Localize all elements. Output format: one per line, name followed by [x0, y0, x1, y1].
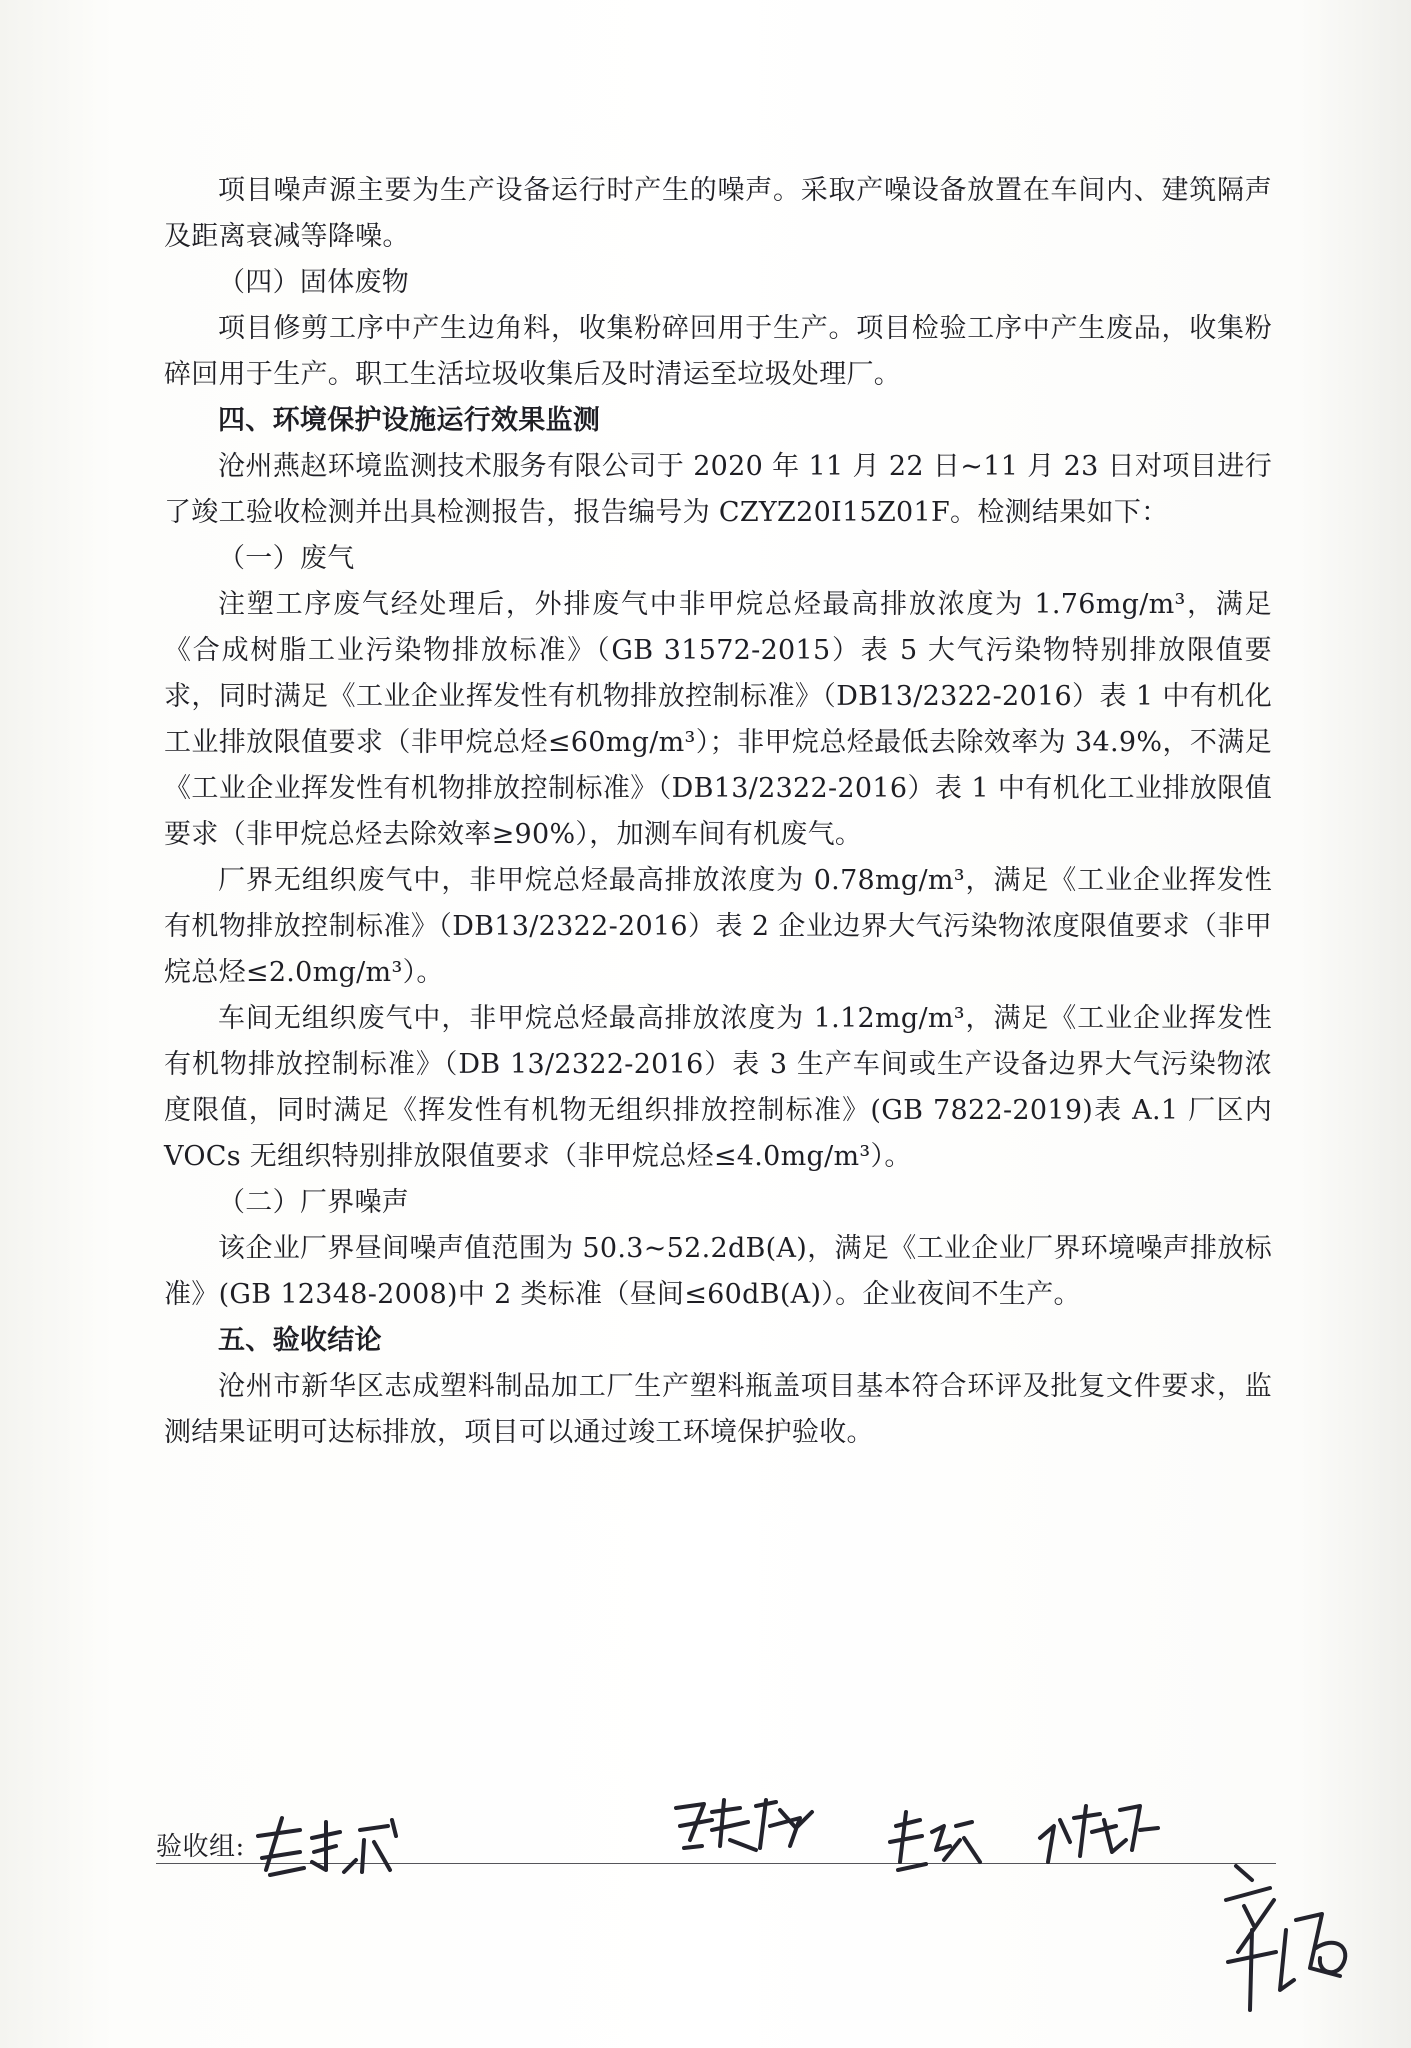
heading-exhaust-gas: （一）废气	[218, 543, 355, 574]
paragraph-solid-waste: 项目修剪工序中产生边角料，收集粉碎回用于生产。项目检验工序中产生废品，收集粉碎回用于生产。职工生活垃圾收集后及时清运至垃圾处理厂。	[164, 313, 1272, 390]
paragraph-injection-exhaust: 注塑工序废气经处理后，外排废气中非甲烷总烃最高排放浓度为 1.76mg/m³，满足《合成树脂工业污染物排放标准》（GB 31572-2015）表 5 大气污染物特别排放限值要求，同时满足《工业企业挥发性有机物排放控制标准》（DB13/2322-2016）表 1 中有机化工业排放限值要求（非甲烷总烃≤60mg/m³）；非甲烷总烃最低去除效率为 34.9%，不满足《工业企业挥发性有机物排放控制标准》（DB13/2322-2016）表 1 中有机化工业排放限值要求（非甲烷总烃去除效率≥90%），加测车间有机废气。	[164, 589, 1272, 850]
heading-section-five: 五、验收结论	[218, 1325, 382, 1356]
signature-row	[156, 1808, 1276, 1888]
heading-solid-waste: （四）固体废物	[218, 267, 410, 298]
acceptance-group-label: 验收组:	[156, 1832, 245, 1862]
paragraph-boundary-exhaust: 厂界无组织废气中，非甲烷总烃最高排放浓度为 0.78mg/m³，满足《工业企业挥发性有机物排放控制标准》（DB13/2322-2016）表 2 企业边界大气污染物浓度限值要求（非甲烷总烃≤2.0mg/m³）。	[164, 865, 1272, 988]
paragraph-boundary-noise: 该企业厂界昼间噪声值范围为 50.3~52.2dB(A)，满足《工业企业厂界环境噪声排放标准》(GB 12348-2008)中 2 类标准（昼间≤60dB(A)）。企业夜间不生产。	[164, 1233, 1272, 1310]
document-body	[164, 168, 1272, 1456]
heading-section-four: 四、环境保护设施运行效果监测	[218, 405, 601, 436]
paragraph-conclusion: 沧州市新华区志成塑料制品加工厂生产塑料瓶盖项目基本符合环评及批复文件要求，监测结果证明可达标排放，项目可以通过竣工环境保护验收。	[164, 1371, 1272, 1448]
signature-line	[156, 1863, 1276, 1864]
paragraph-workshop-exhaust: 车间无组织废气中，非甲烷总烃最高排放浓度为 1.12mg/m³，满足《工业企业挥发性有机物排放控制标准》（DB 13/2322-2016）表 3 生产车间或生产设备边界大气污染物浓度限值，同时满足《挥发性有机物无组织排放控制标准》(GB 7822-2019)表 A.1 厂区内 VOCs 无组织特别排放限值要求（非甲烷总烃≤4.0mg/m³）。	[164, 1003, 1272, 1172]
paragraph-noise-source: 项目噪声源主要为生产设备运行时产生的噪声。采取产噪设备放置在车间内、建筑隔声及距离衰减等降噪。	[164, 175, 1272, 252]
heading-boundary-noise: （二）厂界噪声	[218, 1187, 410, 1218]
paragraph-monitoring-intro: 沧州燕赵环境监测技术服务有限公司于 2020 年 11 月 22 日~11 月 23 日对项目进行了竣工验收检测并出具检测报告，报告编号为 CZYZ20I15Z01F。检测结果如下：	[164, 451, 1272, 528]
